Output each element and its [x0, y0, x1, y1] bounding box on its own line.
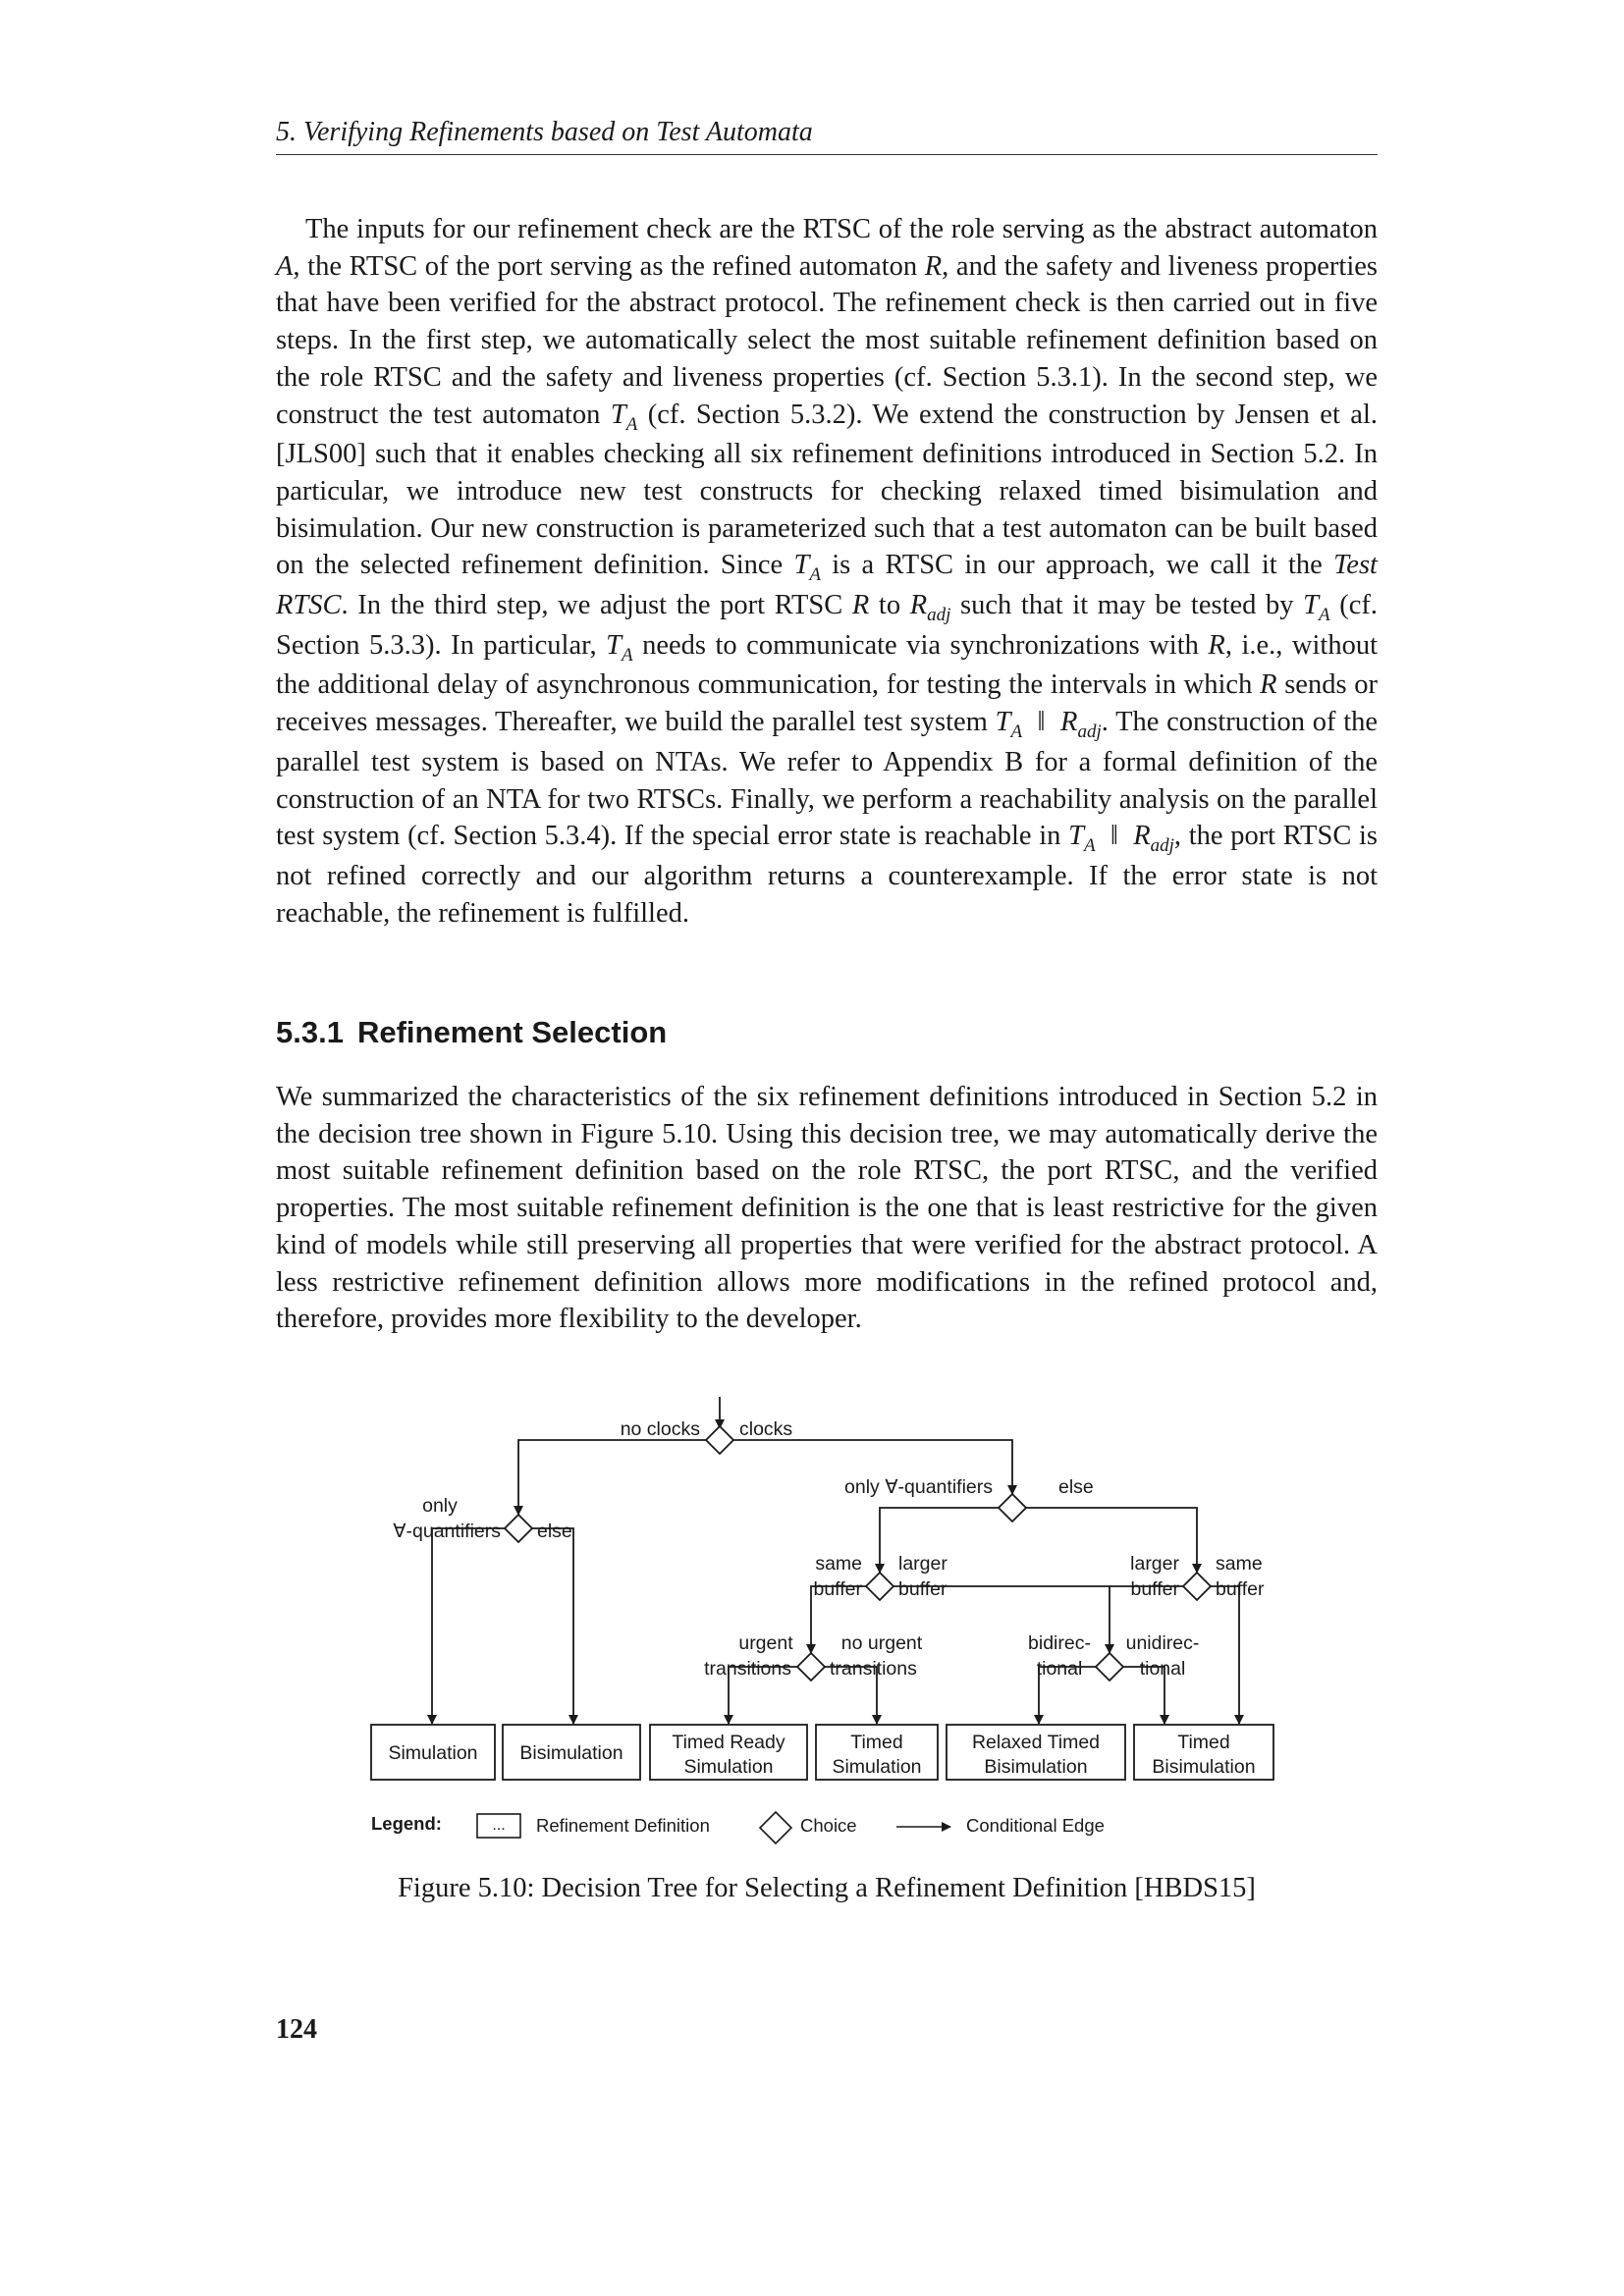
figure-caption: Figure 5.10: Decision Tree for Selecting a Refinement Definition [HBDS15]	[398, 1873, 1256, 1903]
choice-clocks	[706, 1426, 733, 1454]
symbol-TA: T	[793, 550, 810, 581]
section-number: 5.3.1	[276, 1015, 344, 1049]
box-relaxed-label-2: Bisimulation	[984, 1756, 1088, 1778]
choice-quantifiers-right	[999, 1494, 1026, 1522]
label-else-right: else	[1058, 1476, 1094, 1498]
label-no-clocks: no clocks	[620, 1418, 700, 1440]
selection-paragraph: We summarized the characteristics of the six refinement definitions introduced in Section 5.2 in the decision tree shown in Figure 5.10. Using this decision tree, we may automatically derive the most suitable refinement definition based on the role RTSC, the port RTSC, and the verified properties. The most suitable refinement definition is the one that is least restrictive for the given kind of models while still preserving all properties that were verified for the abstract protocol. A less restrictive refinement definition allows more modifications in the refined protocol and, therefore, provides more flexibility to the developer.	[276, 1082, 1378, 1335]
symbol-Radj: R	[909, 590, 928, 621]
intro-paragraph: The inputs for our refinement check are the RTSC of the role serving as the abstract automaton A, the RTSC of the port serving as the refined automaton R, and the safety and liveness properties that have been verified for the abstract protocol. The refinement check is then carried out in five steps. In the first step, we automatically select the most suitable refinement definition based on the role RTSC and the safety and liveness properties (cf. Section 5.3.1). In the second step, we construct the test automaton $T_A$ (cf. Section 5.3.2). We extend the construction by Jensen et al. [JLS00] such that it enables checking all six refinement definitions introduced in Section 5.2. In particular, we introduce new test constructs for checking relaxed timed bisimulation and bisimulation. Our new construction is parameterized such that a test automaton can be built based on the selected refinement definition. Since $T_A$ is a RTSC in our approach, we call it the Test RTSC. In the third step, we adjust the port RTSC R to $R_{adj}$ such that it may be tested by $T_A$ (cf. Section 5.3.3). In particular, $T_A$ needs to communicate via synchronizations with R, i.e., without the additional delay of asynchronous communication, for testing the intervals in which R sends or receives messages. Thereafter, we build the parallel test system $T_A$ ‖ $R_{adj}$. The construction of the parallel test system is based on NTAs. We refer to Appendix B for a formal definition of the construction of an NTA for two RTSCs. Finally, we perform a reachability analysis on the parallel test system (cf. Section 5.3.4). If the special error state is reachable in $T_A$ ‖ $R_{adj}$, the port RTSC is not refined correctly and our algorithm returns a counterexample. If the error state is not reachable, the refinement is fulfilled.	[276, 214, 1379, 929]
label-tional-bi: tional	[1036, 1658, 1083, 1680]
legend-choice: Choice	[800, 1815, 857, 1836]
label-only: only	[422, 1495, 458, 1517]
label-unidirec: unidirec-	[1125, 1632, 1200, 1654]
symbol-TA: T	[1068, 821, 1084, 852]
parallel-operator: ‖	[1037, 707, 1046, 738]
box-timed-sim-label-1: Timed	[850, 1732, 903, 1753]
choice-direction	[1096, 1653, 1123, 1681]
symbol-A: A	[276, 250, 294, 282]
choice-urgency	[797, 1653, 825, 1681]
symbol-R: R	[1208, 629, 1225, 661]
label-only-forall: only ∀-quantifiers	[844, 1476, 993, 1498]
label-transitions-no-urgent: transitions	[830, 1658, 917, 1680]
label-same-right: same	[1216, 1553, 1263, 1575]
label-same-left: same	[815, 1553, 862, 1575]
legend	[371, 1812, 1105, 1843]
symbol-R: R	[1260, 669, 1277, 701]
label-urgent: urgent	[738, 1632, 793, 1654]
symbol-TA: T	[1303, 590, 1320, 621]
section-title: Refinement Selection	[356, 1015, 668, 1049]
section-heading	[276, 1011, 667, 1054]
symbol-Radj: R	[1133, 821, 1151, 852]
emphasis-test-rtsc: Test RTSC	[276, 550, 1378, 621]
symbol-TA: T	[606, 629, 622, 661]
label-larger-left: larger	[898, 1553, 947, 1575]
label-buffer-larger-left: buffer	[898, 1578, 947, 1600]
box-timed-ready-label-1: Timed Ready	[672, 1732, 785, 1753]
box-timed-bisim-label-1: Timed	[1177, 1732, 1230, 1753]
box-bisimulation-label: Bisimulation	[519, 1742, 623, 1764]
label-forall-quantifiers: ∀-quantifiers	[393, 1521, 501, 1542]
label-no-urgent: no urgent	[840, 1632, 923, 1654]
symbol-TA: T	[995, 707, 1011, 738]
label-buffer-larger-right: buffer	[1130, 1578, 1179, 1600]
symbol-R: R	[924, 250, 943, 282]
label-buffer-same-left: buffer	[813, 1578, 862, 1600]
box-relaxed-label-1: Relaxed Timed	[971, 1732, 1101, 1753]
box-timed-bisim-label-2: Bisimulation	[1152, 1756, 1256, 1778]
label-transitions-urgent: transitions	[704, 1658, 791, 1680]
symbol-R: R	[851, 590, 870, 621]
legend-conditional-edge: Conditional Edge	[966, 1815, 1105, 1836]
running-head: 5. Verifying Refinements based on Test Automata	[276, 111, 1378, 155]
label-buffer-same-right: buffer	[1216, 1578, 1265, 1600]
page-number: 124	[276, 2014, 317, 2045]
label-else-left: else	[537, 1521, 572, 1542]
symbol-TA: T	[610, 399, 626, 430]
edge-same-buffer-right	[1211, 1586, 1239, 1724]
edge-left-else	[532, 1528, 573, 1724]
legend-title: Legend:	[371, 1813, 442, 1834]
edge-no-clocks	[518, 1440, 706, 1515]
symbol-Radj: R	[1060, 707, 1078, 738]
label-clocks: clocks	[739, 1418, 793, 1440]
choice-quantifiers-left	[505, 1515, 532, 1542]
legend-choice-symbol	[760, 1812, 791, 1843]
choice-buffer-left	[866, 1573, 893, 1600]
label-bidirec: bidirec-	[1028, 1632, 1091, 1654]
box-timed-ready-label-2: Simulation	[683, 1756, 774, 1778]
choice-buffer-right	[1183, 1573, 1211, 1600]
parallel-operator: ‖	[1110, 821, 1118, 852]
decision-tree-figure	[353, 1389, 1296, 1855]
box-simulation-label: Simulation	[388, 1742, 478, 1764]
label-larger-right: larger	[1130, 1553, 1179, 1575]
label-tional-uni: tional	[1139, 1658, 1186, 1680]
legend-refinement-definition: Refinement Definition	[536, 1815, 710, 1836]
legend-box-dots: ...	[492, 1817, 506, 1834]
box-timed-sim-label-2: Simulation	[832, 1756, 922, 1778]
edge-left-only-forall	[432, 1528, 505, 1724]
